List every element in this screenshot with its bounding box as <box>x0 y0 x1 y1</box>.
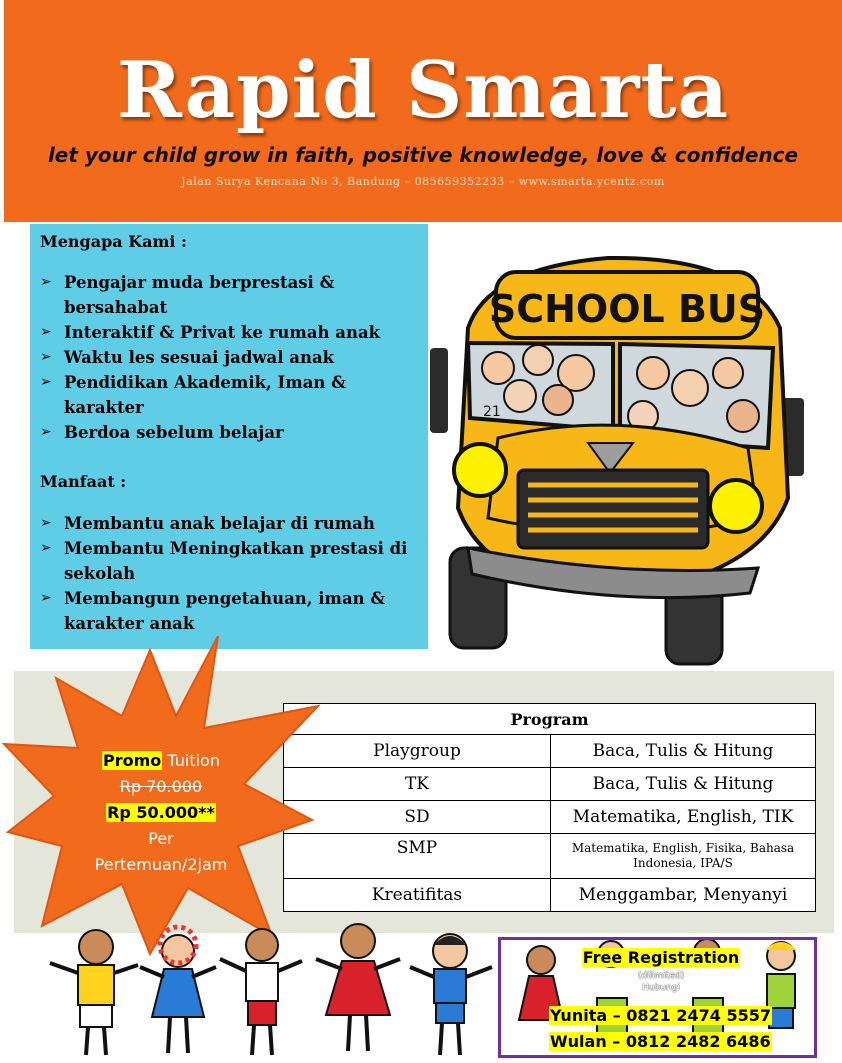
contact-wulan: Wulan – 0812 2482 6486 <box>550 1032 771 1051</box>
table-row <box>284 801 816 834</box>
level-cell: TK <box>284 768 551 801</box>
subjects-cell: Matematika, English, Fisika, Bahasa Indonesia, IPA/S <box>551 834 816 879</box>
level-cell: Kreatifitas <box>284 879 551 912</box>
kid-figure <box>140 927 216 1053</box>
school-bus-illustration <box>428 248 818 668</box>
benefit-list <box>38 511 408 636</box>
kids-illustration <box>40 915 500 1060</box>
registration-sub: (dilimited) Hubungi <box>637 971 685 993</box>
promo-unit: Pertemuan/2jam <box>94 855 228 874</box>
contact-yunita: Yunita – 0821 2474 5557 <box>550 1006 772 1025</box>
why-list <box>38 270 408 445</box>
table-row <box>284 768 816 801</box>
left-mirror <box>430 348 448 433</box>
table-row <box>284 834 816 879</box>
table-header-row <box>284 704 816 735</box>
program-header: Program <box>284 704 816 735</box>
promo-line <box>78 748 244 774</box>
page-title: Rapid Smarta <box>116 45 730 136</box>
list-item: ➢ Waktu les sesuai jadwal anak <box>38 345 408 370</box>
arrow-bullet-icon: ➢ <box>40 324 52 340</box>
subjects-cell: Baca, Tulis & Hitung <box>551 768 816 801</box>
old-price: Rp 70.000 <box>119 777 203 796</box>
table-row <box>284 879 816 912</box>
address-line: Jalan Surya Kencana No 3, Bandung – 085659352233 – www.smarta.ycentz.com <box>181 175 665 188</box>
bus-sign-text: SCHOOL BUS <box>488 287 766 331</box>
tagline: let your child grow in faith, positive knowledge, love & confidence <box>47 143 799 167</box>
arrow-bullet-icon: ➢ <box>40 274 52 290</box>
arrow-bullet-icon: ➢ <box>40 540 52 556</box>
promo-label-rest: Tuition <box>167 751 220 770</box>
list-item: ➢ Interaktif & Privat ke rumah anak <box>38 320 408 345</box>
left-headlight <box>454 444 506 496</box>
list-item: ➢ Membantu Meningkatkan prestasi di sekolah <box>38 536 408 586</box>
info-box <box>30 224 428 649</box>
subjects-cell: Menggambar, Menyanyi <box>551 879 816 912</box>
program-table <box>283 703 816 912</box>
new-price: Rp 50.000** <box>107 803 215 822</box>
list-item: ➢ Pengajar muda berprestasi & bersahabat <box>38 270 408 320</box>
kid-figure <box>410 934 492 1055</box>
promo-text <box>78 748 244 878</box>
arrow-bullet-icon: ➢ <box>40 374 52 390</box>
table-row <box>284 735 816 768</box>
arrow-bullet-icon: ➢ <box>40 590 52 606</box>
kid-figure <box>50 930 138 1055</box>
arrow-bullet-icon: ➢ <box>40 515 52 531</box>
arrow-bullet-icon: ➢ <box>40 424 52 440</box>
header-banner <box>4 0 842 222</box>
benefit-heading: Manfaat : <box>40 472 127 491</box>
right-headlight <box>710 480 762 532</box>
list-item: ➢ Berdoa sebelum belajar <box>38 420 408 445</box>
promo-per: Per <box>148 829 174 848</box>
why-heading: Mengapa Kami : <box>40 232 187 251</box>
list-item: ➢ Membantu anak belajar di rumah <box>38 511 408 536</box>
subjects-cell: Matematika, English, TIK <box>551 801 816 834</box>
level-cell: SD <box>284 801 551 834</box>
kid-figure <box>220 929 302 1055</box>
subjects-cell: Baca, Tulis & Hitung <box>551 735 816 768</box>
bus-grille <box>518 470 708 548</box>
registration-box <box>498 937 817 1058</box>
arrow-bullet-icon: ➢ <box>40 349 52 365</box>
level-cell: Playgroup <box>284 735 551 768</box>
promo-label: Promo <box>103 751 162 770</box>
list-item: ➢ Membangun pengetahuan, iman & karakter anak <box>38 586 408 636</box>
bus-number: 21 <box>483 404 501 420</box>
kid-figure <box>316 924 400 1051</box>
level-cell: SMP <box>284 834 551 879</box>
registration-title: Free Registration <box>582 948 740 967</box>
list-item: ➢ Pendidikan Akademik, Iman & karakter <box>38 370 408 420</box>
